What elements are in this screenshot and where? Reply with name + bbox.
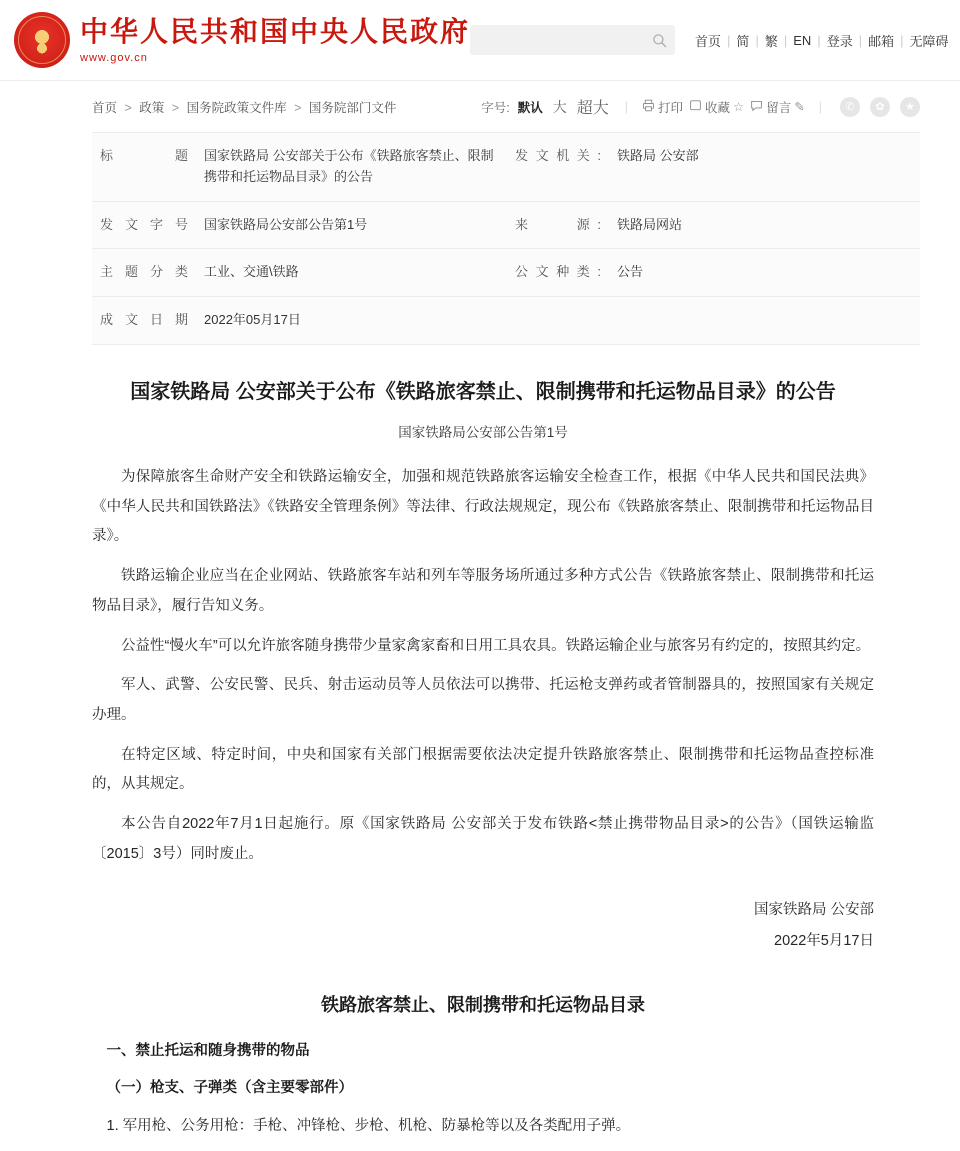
comment-button[interactable]	[750, 98, 805, 116]
favorite-label: 收藏	[705, 100, 731, 115]
paragraph: 军人、武警、公安民警、民兵、射击运动员等人员依法可以携带、托运枪支弹药或者管制器具的，按照国家有关规定办理。	[92, 677, 874, 724]
table-row	[92, 249, 920, 297]
meta-value-docnumber: 国家铁路局公安部公告第1号	[196, 201, 507, 249]
nav-separator: |	[817, 32, 821, 48]
meta-key-title: 标 题	[92, 133, 196, 201]
meta-value-title: 国家铁路局 公安部关于公布《铁路旅客禁止、限制携带和托运物品目录》的公告	[196, 133, 507, 201]
table-row	[92, 201, 920, 249]
header-right	[470, 25, 955, 55]
meta-key-source: 来 源:	[507, 201, 609, 249]
paragraph: 铁路运输企业应当在企业网站、铁路旅客车站和列车等服务场所通过多种方式公告《铁路旅客禁止、限制携带和托运物品目录》，履行告知义务。	[92, 568, 874, 614]
table-row	[92, 133, 920, 201]
breadcrumb-separator: >	[124, 100, 132, 115]
article-toolbar	[481, 95, 920, 118]
nav-separator: |	[858, 32, 863, 48]
star-glyph-icon: ☆	[733, 100, 745, 114]
meta-key-topic: 主题分类	[92, 249, 196, 297]
fontsize-large-button[interactable]: 大	[552, 98, 567, 115]
breadcrumb-separator: >	[171, 100, 180, 115]
site-title: 中华人民共和国中央人民政府	[80, 15, 471, 49]
meta-value-date: 2022年05月17日	[196, 297, 507, 345]
nav-item-accessibility[interactable]: 无障碍	[909, 33, 949, 49]
article-body	[0, 345, 960, 1151]
breadcrumb-item-1[interactable]: 政策	[139, 100, 165, 115]
meta-key-date: 成文日期	[92, 297, 196, 345]
nav-item-login[interactable]: 登录	[826, 33, 853, 49]
search-box[interactable]	[470, 25, 675, 55]
meta-key-docnumber: 发文字号	[92, 201, 196, 249]
paragraph: 本公告自2022年7月1日起施行。原《国家铁路局 公安部关于发布铁路<禁止携带物品目录>的公告》（国铁运输监〔2015〕3号）同时废止。	[92, 816, 874, 862]
national-emblem-icon	[14, 12, 70, 68]
printer-icon	[642, 99, 655, 115]
paragraph: 为保障旅客生命财产安全和铁路运输安全，加强和规范铁路旅客运输安全检查工作，根据《中华人民共和国民法典》《中华人民共和国铁路法》《铁路安全管理条例》等法律、行政法规规定，现公布《铁路旅客禁止、限制携带和托运物品目录》。	[92, 468, 874, 545]
favorite-star-icon[interactable]: ★	[900, 97, 920, 117]
breadcrumb-bar	[0, 81, 960, 130]
paragraph: 公益性“慢火车”可以允许旅客随身携带少量家禽家畜和日用工具农具。铁路运输企业与旅客另有约定的，按照其约定。	[121, 637, 871, 654]
toolbar-divider: |	[624, 99, 628, 114]
comment-label: 留言	[766, 100, 792, 115]
speech-bubble-icon	[750, 99, 763, 115]
weibo-icon[interactable]: ✿	[870, 97, 890, 117]
fontsize-label: 字号:	[481, 100, 510, 115]
nav-separator: |	[755, 32, 759, 48]
search-icon[interactable]	[651, 32, 667, 48]
meta-key-issuer: 发文机关:	[507, 133, 609, 201]
table-row	[92, 297, 920, 345]
signature-date: 2022年5月17日	[774, 933, 874, 950]
meta-value-source: 铁路局网站	[609, 201, 920, 249]
breadcrumb-separator: >	[294, 100, 302, 115]
toolbar-divider: |	[818, 99, 822, 114]
nav-separator: |	[727, 32, 731, 48]
breadcrumb	[92, 98, 396, 116]
meta-key-doctype: 公文种类:	[507, 249, 609, 297]
section-heading-1: 一、禁止托运和随身携带的物品	[106, 1043, 310, 1060]
print-button[interactable]	[642, 98, 683, 116]
meta-table	[92, 133, 920, 345]
nav-item-simplified[interactable]: 简	[736, 33, 750, 49]
search-input[interactable]	[478, 32, 651, 48]
nav-item-traditional[interactable]: 繁	[764, 33, 778, 49]
site-brand[interactable]	[80, 16, 470, 63]
wechat-icon[interactable]: ✆	[840, 97, 860, 117]
meta-value-doctype: 公告	[609, 249, 920, 297]
signature-issuer: 国家铁路局 公安部	[753, 901, 874, 918]
breadcrumb-item-2[interactable]: 国务院政策文件库	[186, 100, 287, 115]
meta-value-issuer: 铁路局 公安部	[609, 133, 920, 201]
site-domain: www.gov.cn	[80, 51, 148, 64]
document-number: 国家铁路局公安部公告第1号	[398, 424, 568, 440]
nav-item-english[interactable]: EN	[793, 32, 812, 48]
fontsize-default-button[interactable]: 默认	[517, 100, 543, 115]
breadcrumb-item-0[interactable]: 首页	[92, 100, 118, 115]
meta-value-empty	[609, 297, 920, 345]
nav-item-mail[interactable]: 邮箱	[868, 33, 895, 49]
favorite-button[interactable]	[689, 98, 744, 116]
page-title: 国家铁路局 公安部关于公布《铁路旅客禁止、限制携带和托运物品目录》的公告	[130, 380, 836, 403]
nav-separator: |	[783, 32, 788, 48]
print-label: 打印	[658, 100, 684, 115]
meta-value-topic: 工业、交通\铁路	[196, 249, 507, 297]
nav-item-home[interactable]: 首页	[695, 33, 722, 49]
site-header	[0, 0, 960, 80]
breadcrumb-item-3[interactable]: 国务院部门文件	[308, 100, 397, 115]
pencil-icon: ✎	[794, 100, 805, 114]
list-item: 1. 军用枪、公务用枪：手枪、冲锋枪、步枪、机枪、防暴枪等以及各类配用子弹。	[106, 1118, 631, 1135]
paragraph: 在特定区域、特定时间，中央和国家有关部门根据需要依法决定提升铁路旅客禁止、限制携带和托运物品查控标准的，从其规定。	[92, 746, 874, 793]
meta-key-empty	[507, 297, 609, 345]
catalog-title: 铁路旅客禁止、限制携带和托运物品目录	[321, 995, 645, 1016]
fontsize-extralarge-button[interactable]: 超大	[576, 100, 609, 117]
signature-block	[92, 896, 874, 957]
subsection-heading-1: （一）枪支、子弹类（含主要零部件）	[106, 1080, 353, 1097]
nav-separator: |	[900, 32, 904, 48]
document-meta	[92, 132, 920, 345]
header-nav	[689, 31, 955, 50]
star-outline-icon	[689, 99, 702, 115]
